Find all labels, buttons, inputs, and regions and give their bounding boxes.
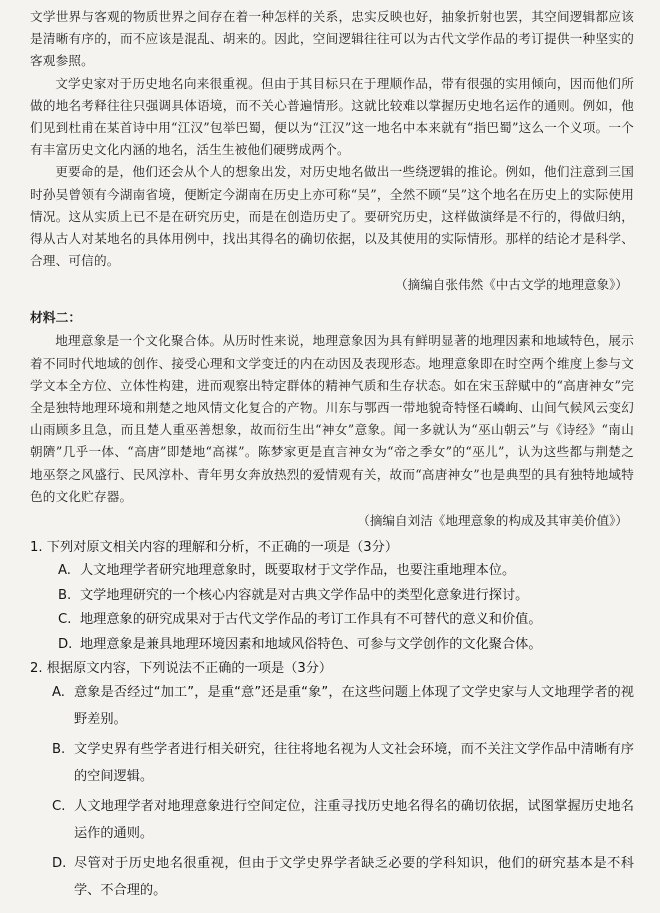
- question-1: [30, 536, 634, 657]
- passage-top: [30, 6, 634, 296]
- answer-option-b[interactable]: [58, 584, 634, 609]
- passage-paragraph: 文学世界与客观的物质世界之间存在着一种怎样的关系，忠实反映也好，抽象折射也罢，其空间逻辑都应该是清晰有序的，而不应该是混乱、胡来的。因此，空间逻辑往往可以为古代文学作品的考订提供一种坚实的客观参照。: [30, 9, 634, 69]
- answer-option-a[interactable]: [58, 559, 634, 584]
- material-paragraph: 地理意象是一个文化聚合体。从历时性来说，地理意象因为具有鲜明显著的地理因素和地域特色，展示着不同时代地域的创作、接受心理和文学变迁的内在动因及表现形态。地理意象即在时空两个维度上参与文学文本全方位、立体性构建，进而观察出特定群体的精神气质和生存状态。如在宋玉辞赋中的“高唐神女”完全是独特地理环境和荆楚之地风情文化复合的产物。川东与鄂西一带地貌奇特怪石嶙峋、山间气候风云变幻山雨顾多且急，而且楚人重巫善想象，故而衍生出“神女”意象。闻一多就认为“巫山朝云”与《诗经》“南山朝隮”几乎一体、“高唐”即楚地“高禖”。陈梦家更是直言神女为“帝之季女”的“巫儿”，认为这些都与荆楚之地巫祭之风盛行、民风淳朴、青年男女奔放热烈的爱情观有关，故而“高唐神女”也是典型的具有独特地域特色的文化贮存器。: [30, 333, 634, 504]
- option-label: A.: [58, 563, 71, 579]
- option-text: 文学地理研究的一个核心内容就是对古典文学作品中的类型化意象进行探讨。: [80, 587, 529, 603]
- material-two: [30, 308, 634, 532]
- option-text: 意象是否经过“加工”，是重“意”还是重“象”，在这些问题上体现了文学史家与人文地理学者的视野差别。: [74, 685, 634, 727]
- source-citation: （摘编自张伟然《中古文学的地理意象》）: [395, 277, 628, 293]
- option-label: A.: [52, 685, 65, 701]
- answer-option-a[interactable]: [52, 680, 634, 733]
- option-label: C.: [52, 799, 66, 815]
- question-list: [30, 536, 634, 904]
- option-text: 地理意象的研究成果对于古代文学作品的考订工作具有不可替代的意义和价值。: [80, 612, 542, 628]
- option-label: B.: [52, 742, 66, 758]
- passage-paragraph: 文学史家对于历史地名向来很重视。但由于其目标只在于理顺作品，带有很强的实用倾向，因而他们所做的地名考释往往只强调具体语境，而不关心普遍情形。这就比较难以掌握历史地名运作的通则。例如，他们见到杜甫在某首诗中用“江汉”包举巴蜀，便以为“江汉”这一地名中本来就有“指巴蜀”这么一个义项。一个有丰富历史文化内涵的地名，活生生被他们硬劈成两个。: [30, 75, 634, 158]
- question-stem: 1. 下列对原文相关内容的理解和分析，不正确的一项是（3分）: [30, 540, 399, 556]
- option-text: 地理意象是兼具地理环境因素和地域风俗特色、可参与文学创作的文化聚合体。: [80, 636, 542, 652]
- option-label: C.: [58, 612, 72, 628]
- option-label: D.: [58, 636, 73, 652]
- passage-paragraph: 更要命的是，他们还会从个人的想象出发，对历史地名做出一些绕逻辑的推论。例如，他们注意到三国时孙吴曾领有今湖南省境，便断定今湖南在历史上亦可称“吴”，全然不顾“吴”这个地名在历史上的实际使用情况。这从实质上已不是在研究历史，而是在创造历史了。要研究历史，这样做演绎是不行的，得做归纳，得从古人对某地名的具体用例中，找出其得名的确切依据，以及其使用的实际情形。那样的结论才是科学、合理、可信的。: [30, 164, 634, 269]
- answer-option-d[interactable]: [58, 633, 634, 658]
- source-citation: （摘编自刘洁《地理意象的构成及其审美价值》）: [357, 513, 628, 529]
- answer-option-c[interactable]: [52, 794, 634, 847]
- question-2: [30, 657, 634, 904]
- answer-option-b[interactable]: [52, 737, 634, 790]
- option-text: 文学史界有些学者进行相关研究，往往将地名视为人文社会环境，而不关注文学作品中清晰有序的空间逻辑。: [74, 742, 634, 784]
- option-label: D.: [52, 856, 67, 872]
- question-stem: 2. 根据原文内容，下列说法不正确的一项是（3分）: [30, 661, 333, 677]
- answer-option-d[interactable]: [52, 851, 634, 904]
- option-text: 人文地理学者研究地理意象时，既要取材于文学作品，也要注重地理本位。: [80, 563, 516, 579]
- answer-option-c[interactable]: [58, 608, 634, 633]
- option-text: 人文地理学者对地理意象进行空间定位，注重寻找历史地名得名的确切依据，试图掌握历史地名运作的通则。: [74, 799, 634, 841]
- option-text: 尽管对于历史地名很重视，但由于文学史界学者缺乏必要的学科知识，他们的研究基本是不科学、不合理的。: [74, 856, 634, 898]
- material-title: 材料二：: [30, 311, 82, 327]
- option-label: B.: [58, 587, 72, 603]
